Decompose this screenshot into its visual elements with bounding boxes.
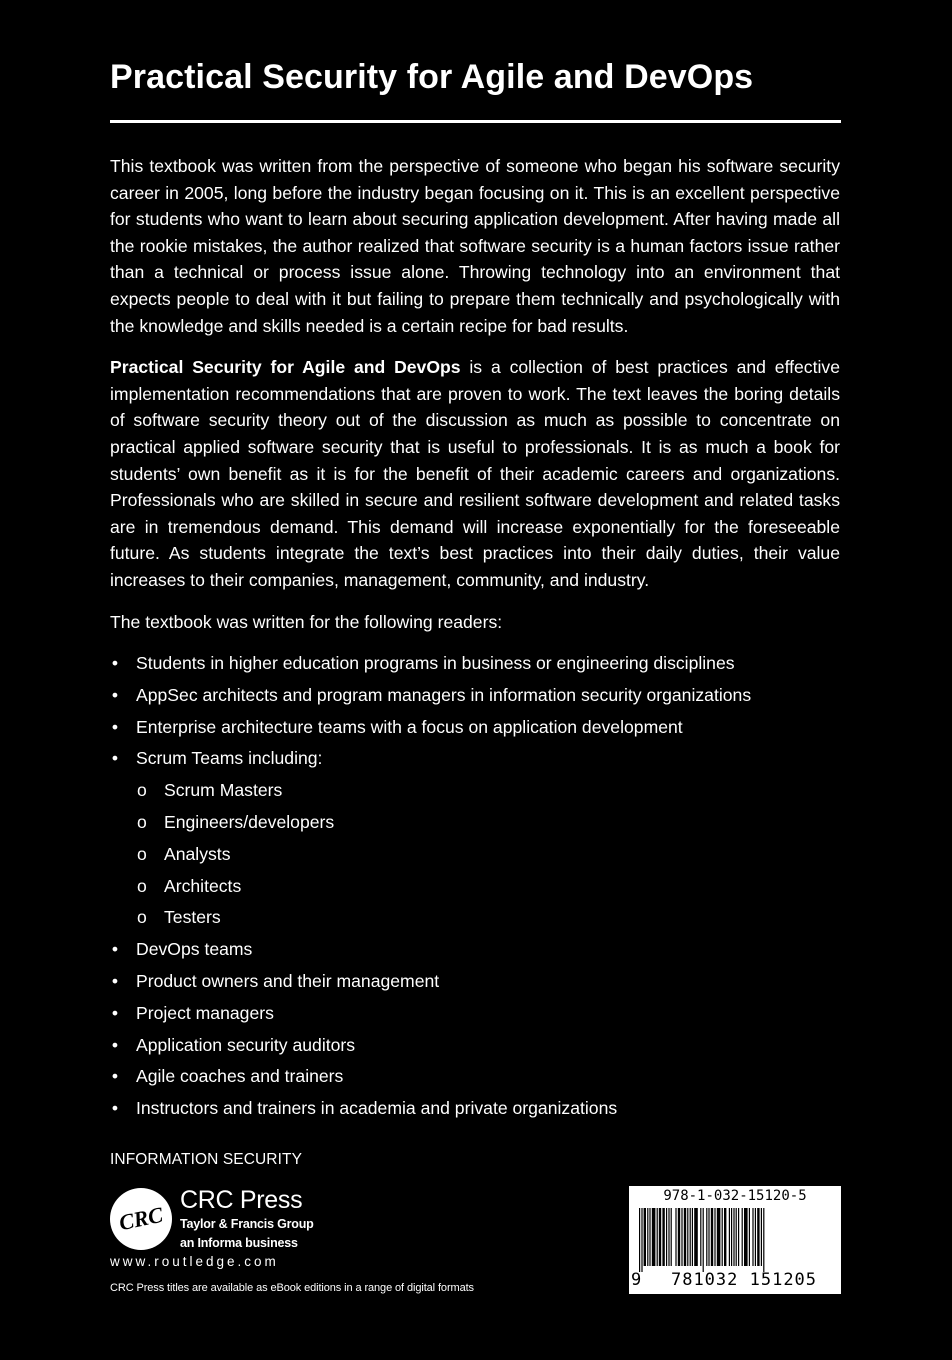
list-item (110, 934, 840, 966)
list-item-text: Instructors and trainers in academia and private organizations (136, 1098, 618, 1119)
barcode-bar (711, 1208, 713, 1266)
bullet-icon: • (111, 653, 119, 674)
list-item-text: AppSec architects and program managers in information security organizations (136, 684, 752, 705)
sub-list-item-text: Analysts (164, 843, 231, 864)
back-cover-description (110, 153, 840, 1125)
publisher-name: CRC Press (180, 1186, 303, 1214)
list-item-text: Students in higher education programs in business or engineering disciplines (136, 653, 735, 674)
sub-bullet-icon: o (137, 780, 147, 801)
list-item-text: Product owners and their management (136, 971, 440, 992)
crc-logo-text: CRC (116, 1201, 166, 1236)
list-item (110, 1093, 840, 1125)
subject-category: INFORMATION SECURITY (110, 1151, 303, 1168)
barcode-bar (752, 1208, 753, 1266)
list-item-text: Application security auditors (136, 1034, 356, 1055)
barcode-bar (742, 1208, 743, 1266)
bullet-icon: • (111, 939, 119, 960)
barcode-bar (666, 1208, 667, 1266)
publisher-url: www.routledge.com (110, 1254, 279, 1269)
readers-list (110, 648, 840, 1125)
description-paragraph-2-lead: Practical Security for Agile and DevOps (110, 357, 461, 378)
barcode-bar (644, 1208, 646, 1266)
bullet-icon: • (111, 716, 119, 737)
ebook-note: CRC Press titles are available as eBook editions in a range of digital formats (110, 1282, 474, 1294)
barcode-bar (690, 1208, 691, 1266)
barcode-digit-first: 9 (631, 1270, 642, 1290)
barcode-bar (717, 1208, 721, 1266)
isbn-number: 978-1-032-15120-5 (663, 1188, 807, 1204)
list-item (110, 680, 840, 712)
list-item (110, 743, 840, 934)
barcode-bar (722, 1208, 723, 1266)
description-paragraph-2-body: is a collection of best practices and effective implementation recommendations that are proven to work. The text leaves the boring details of software security theory out of the discussion as much as possible to concentrate on practical applied software security that is useful to professionals. It is as much a book for students’ own benefit as it is for the benefit of their academic careers and organizations. Professionals who are skilled in secure and resilient software development and related tasks are in tremendous demand. This demand will increase exponentially for the foreseeable future. As students integrate the text’s best practices into their daily duties, their value increases to their companies, management, community, and industry. (110, 357, 840, 590)
barcode-bar (668, 1208, 669, 1266)
barcode-bar (681, 1208, 682, 1266)
barcode-bar (724, 1208, 726, 1266)
bullet-icon: • (111, 748, 119, 769)
sub-list-item-text: Testers (164, 907, 221, 928)
barcode-bar (641, 1208, 642, 1272)
list-item (110, 966, 840, 998)
barcode-bar (652, 1208, 656, 1266)
barcode-bar (763, 1208, 764, 1272)
list-item (110, 1061, 840, 1093)
barcode-bar (733, 1208, 734, 1266)
barcode-bar (744, 1208, 748, 1266)
sub-bullet-icon: o (137, 907, 147, 928)
barcode-bar (738, 1208, 739, 1266)
list-item (110, 712, 840, 744)
sub-list-item-text: Engineers/developers (164, 812, 335, 833)
barcode-bar (678, 1208, 680, 1266)
barcode-bar (714, 1208, 715, 1266)
list-item-text: Enterprise architecture teams with a focus on application development (136, 716, 683, 737)
barcode-bar (749, 1208, 750, 1266)
barcode-bar (675, 1208, 676, 1266)
title-divider (110, 120, 841, 123)
barcode-bar (647, 1208, 648, 1266)
description-paragraph-2 (110, 354, 840, 593)
barcode-bar (684, 1208, 686, 1266)
barcode-bar (639, 1208, 640, 1272)
list-item (110, 1030, 840, 1062)
sub-list-item (136, 839, 840, 871)
barcode-bars-icon (639, 1208, 831, 1272)
isbn-barcode (629, 1186, 841, 1294)
barcode-bar (755, 1208, 756, 1266)
barcode-bar (657, 1208, 658, 1266)
bullet-icon: • (111, 1098, 119, 1119)
description-paragraph-1: This textbook was written from the perspective of someone who began his software security career in 2005, long before the industry began focusing on it. This is an excellent perspective for students who want to learn about securing application development. After having made all the rookie mistakes, the author realized that software security is a human factors issue rather than a technical or process issue alone. Throwing technology into an environment that expects people to deal with it but failing to prepare them technically and psychologically with the knowledge and skills needed is a certain recipe for bad results. (110, 156, 840, 336)
book-title: Practical Security for Agile and DevOps (110, 58, 754, 96)
barcode-bar (761, 1208, 762, 1266)
list-item-text: DevOps teams (136, 939, 253, 960)
readers-intro: The textbook was written for the following readers: (110, 611, 503, 632)
sub-list-item (136, 775, 840, 807)
list-item-text: Project managers (136, 1002, 274, 1023)
bullet-icon: • (111, 1034, 119, 1055)
list-item-text: Agile coaches and trainers (136, 1066, 344, 1087)
barcode-bar (706, 1208, 707, 1266)
sub-bullet-icon: o (137, 843, 147, 864)
barcode-bar (649, 1208, 650, 1266)
barcode-bar (694, 1208, 698, 1266)
sub-bullet-icon: o (137, 875, 147, 896)
publisher-group: Taylor & Francis Group (180, 1217, 314, 1231)
sub-list-item (136, 871, 840, 903)
publisher-parent: an Informa business (180, 1236, 298, 1250)
barcode-bar (662, 1208, 664, 1266)
bullet-icon: • (111, 1002, 119, 1023)
crc-logo-icon (110, 1188, 172, 1250)
barcode-bar (692, 1208, 693, 1266)
list-item-text: Scrum Teams including: (136, 748, 323, 769)
sub-list-item-text: Scrum Masters (164, 780, 283, 801)
bullet-icon: • (111, 1066, 119, 1087)
barcode-bar (736, 1208, 737, 1266)
sub-list-item (136, 902, 840, 934)
scrum-subitems-list (136, 775, 840, 934)
barcode-bar (731, 1208, 732, 1266)
list-item (110, 998, 840, 1030)
barcode-bar (757, 1208, 759, 1266)
barcode-bar (708, 1208, 709, 1266)
barcode-bar (703, 1208, 704, 1272)
sub-bullet-icon: o (137, 812, 147, 833)
list-item (110, 648, 840, 680)
bullet-icon: • (111, 971, 119, 992)
sub-list-item-text: Architects (164, 875, 242, 896)
barcode-bar (729, 1208, 730, 1266)
barcode-bar (687, 1208, 688, 1266)
barcode-bar (671, 1208, 672, 1266)
barcode-digits: 781032 151205 (670, 1270, 818, 1290)
barcode-bar (700, 1208, 701, 1266)
bullet-icon: • (111, 684, 119, 705)
barcode-bar (659, 1208, 661, 1266)
sub-list-item (136, 807, 840, 839)
